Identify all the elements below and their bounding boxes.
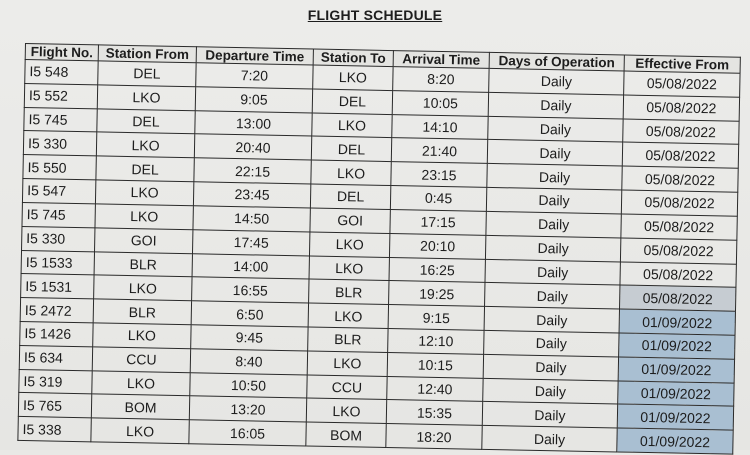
cell-arrival-time: 9:15 — [388, 305, 484, 331]
cell-station-from: LKO — [95, 180, 193, 206]
cell-departure-time: 13:00 — [195, 110, 312, 136]
cell-effective-from: 05/08/2022 — [623, 95, 739, 121]
cell-station-from: BOM — [91, 394, 189, 420]
cell-station-from: LKO — [92, 370, 190, 396]
cell-arrival-time: 15:35 — [386, 400, 482, 426]
cell-station-from: LKO — [91, 418, 189, 444]
cell-effective-from: 05/08/2022 — [621, 214, 737, 240]
cell-effective-from: 01/09/2022 — [619, 309, 735, 335]
cell-station-to: GOI — [310, 208, 390, 233]
col-header-arrival-time: Arrival Time — [393, 51, 489, 69]
col-header-station-to: Station To — [313, 49, 393, 67]
cell-effective-from: 01/09/2022 — [617, 428, 733, 454]
cell-departure-time: 9:45 — [191, 325, 308, 351]
cell-arrival-time: 21:40 — [391, 138, 487, 164]
cell-departure-time: 22:15 — [194, 158, 311, 184]
cell-departure-time: 23:45 — [193, 182, 310, 208]
cell-flight-no: I5 330 — [23, 131, 96, 156]
cell-arrival-time: 12:40 — [387, 376, 483, 402]
cell-days-of-operation: Daily — [482, 426, 617, 452]
cell-days-of-operation: Daily — [487, 164, 622, 190]
cell-arrival-time: 23:15 — [391, 162, 487, 188]
cell-days-of-operation: Daily — [485, 235, 620, 261]
cell-arrival-time: 16:25 — [389, 257, 485, 283]
cell-arrival-time: 20:10 — [389, 233, 485, 259]
cell-effective-from: 05/08/2022 — [620, 238, 736, 264]
cell-departure-time: 14:00 — [192, 253, 309, 279]
cell-effective-from: 05/08/2022 — [624, 71, 740, 97]
cell-arrival-time: 12:10 — [388, 328, 484, 354]
cell-station-to: DEL — [312, 89, 392, 114]
cell-days-of-operation: Daily — [486, 187, 621, 213]
col-header-station-from: Station From — [98, 45, 196, 63]
cell-departure-time: 9:05 — [195, 87, 312, 113]
cell-station-to: LKO — [312, 113, 392, 138]
cell-flight-no: I5 1531 — [21, 274, 94, 299]
flight-schedule-table — [17, 43, 741, 455]
cell-station-from: DEL — [98, 61, 196, 87]
cell-days-of-operation: Daily — [483, 354, 618, 380]
cell-flight-no: I5 552 — [24, 83, 97, 108]
cell-station-from: LKO — [94, 275, 192, 301]
cell-departure-time: 16:55 — [192, 277, 309, 303]
page-title: FLIGHT SCHEDULE — [307, 7, 443, 23]
cell-station-to: DEL — [311, 136, 391, 161]
cell-days-of-operation: Daily — [484, 306, 619, 332]
cell-departure-time: 17:45 — [192, 229, 309, 255]
cell-flight-no: I5 338 — [18, 417, 91, 442]
cell-station-to: BLR — [309, 279, 389, 304]
cell-station-to: LKO — [306, 398, 386, 423]
cell-departure-time: 16:05 — [189, 420, 306, 446]
cell-station-from: BLR — [93, 299, 191, 325]
cell-days-of-operation: Daily — [485, 283, 620, 309]
cell-flight-no: I5 330 — [22, 226, 95, 251]
cell-effective-from: 01/09/2022 — [618, 381, 734, 407]
cell-days-of-operation: Daily — [487, 140, 622, 166]
cell-departure-time: 7:20 — [196, 63, 313, 89]
cell-effective-from: 05/08/2022 — [622, 166, 738, 192]
cell-effective-from: 05/08/2022 — [620, 261, 736, 287]
cell-flight-no: I5 550 — [23, 155, 96, 180]
cell-arrival-time: 18:20 — [386, 424, 482, 450]
col-header-flight-no: Flight No. — [25, 44, 98, 61]
cell-station-to: LKO — [308, 303, 388, 328]
cell-station-from: DEL — [96, 156, 194, 182]
cell-departure-time: 10:50 — [190, 372, 307, 398]
cell-flight-no: I5 745 — [22, 202, 95, 227]
cell-station-to: LKO — [309, 256, 389, 281]
cell-station-from: LKO — [96, 132, 194, 158]
cell-departure-time: 8:40 — [190, 348, 307, 374]
cell-arrival-time: 17:15 — [390, 209, 486, 235]
cell-station-to: LKO — [307, 351, 387, 376]
cell-effective-from: 05/08/2022 — [622, 142, 738, 168]
cell-effective-from: 05/08/2022 — [620, 285, 736, 311]
cell-station-to: LKO — [311, 160, 391, 185]
cell-flight-no: I5 2472 — [20, 298, 93, 323]
cell-station-from: DEL — [97, 109, 195, 135]
cell-departure-time: 14:50 — [193, 206, 310, 232]
cell-arrival-time: 10:15 — [387, 352, 483, 378]
cell-days-of-operation: Daily — [485, 259, 620, 285]
cell-station-from: LKO — [93, 323, 191, 349]
cell-arrival-time: 10:05 — [392, 90, 488, 116]
cell-effective-from: 01/09/2022 — [617, 404, 733, 430]
cell-flight-no: I5 319 — [19, 369, 92, 394]
cell-days-of-operation: Daily — [488, 92, 623, 118]
cell-effective-from: 01/09/2022 — [618, 357, 734, 383]
cell-flight-no: I5 1533 — [21, 250, 94, 275]
cell-days-of-operation: Daily — [483, 378, 618, 404]
cell-station-from: GOI — [95, 228, 193, 254]
cell-arrival-time: 8:20 — [393, 67, 489, 93]
cell-station-from: LKO — [95, 204, 193, 230]
cell-days-of-operation: Daily — [484, 330, 619, 356]
cell-arrival-time: 19:25 — [389, 281, 485, 307]
cell-departure-time: 13:20 — [189, 396, 306, 422]
cell-flight-no: I5 745 — [24, 107, 97, 132]
cell-days-of-operation: Daily — [482, 402, 617, 428]
cell-effective-from: 01/09/2022 — [619, 333, 735, 359]
cell-days-of-operation: Daily — [488, 116, 623, 142]
col-header-effective-from: Effective From — [624, 55, 740, 73]
cell-station-from: BLR — [94, 251, 192, 277]
cell-station-to: LKO — [313, 65, 393, 90]
cell-flight-no: I5 634 — [19, 345, 92, 370]
cell-station-from: LKO — [97, 85, 195, 111]
cell-flight-no: I5 548 — [25, 60, 98, 85]
cell-station-to: DEL — [310, 184, 390, 209]
cell-station-to: LKO — [309, 232, 389, 257]
cell-effective-from: 05/08/2022 — [623, 119, 739, 145]
cell-station-to: BOM — [306, 422, 386, 447]
cell-effective-from: 05/08/2022 — [621, 190, 737, 216]
cell-departure-time: 20:40 — [194, 134, 311, 160]
cell-flight-no: I5 1426 — [20, 321, 93, 346]
cell-flight-no: I5 765 — [18, 393, 91, 418]
cell-flight-no: I5 547 — [22, 179, 95, 204]
col-header-days-of-operation: Days of Operation — [489, 52, 624, 71]
cell-station-from: CCU — [92, 347, 190, 373]
cell-arrival-time: 14:10 — [392, 114, 488, 140]
col-header-departure-time: Departure Time — [196, 47, 313, 65]
cell-days-of-operation: Daily — [489, 68, 624, 94]
cell-station-to: CCU — [307, 375, 387, 400]
cell-days-of-operation: Daily — [486, 211, 621, 237]
cell-station-to: BLR — [308, 327, 388, 352]
cell-departure-time: 6:50 — [191, 301, 308, 327]
cell-arrival-time: 0:45 — [390, 186, 486, 212]
